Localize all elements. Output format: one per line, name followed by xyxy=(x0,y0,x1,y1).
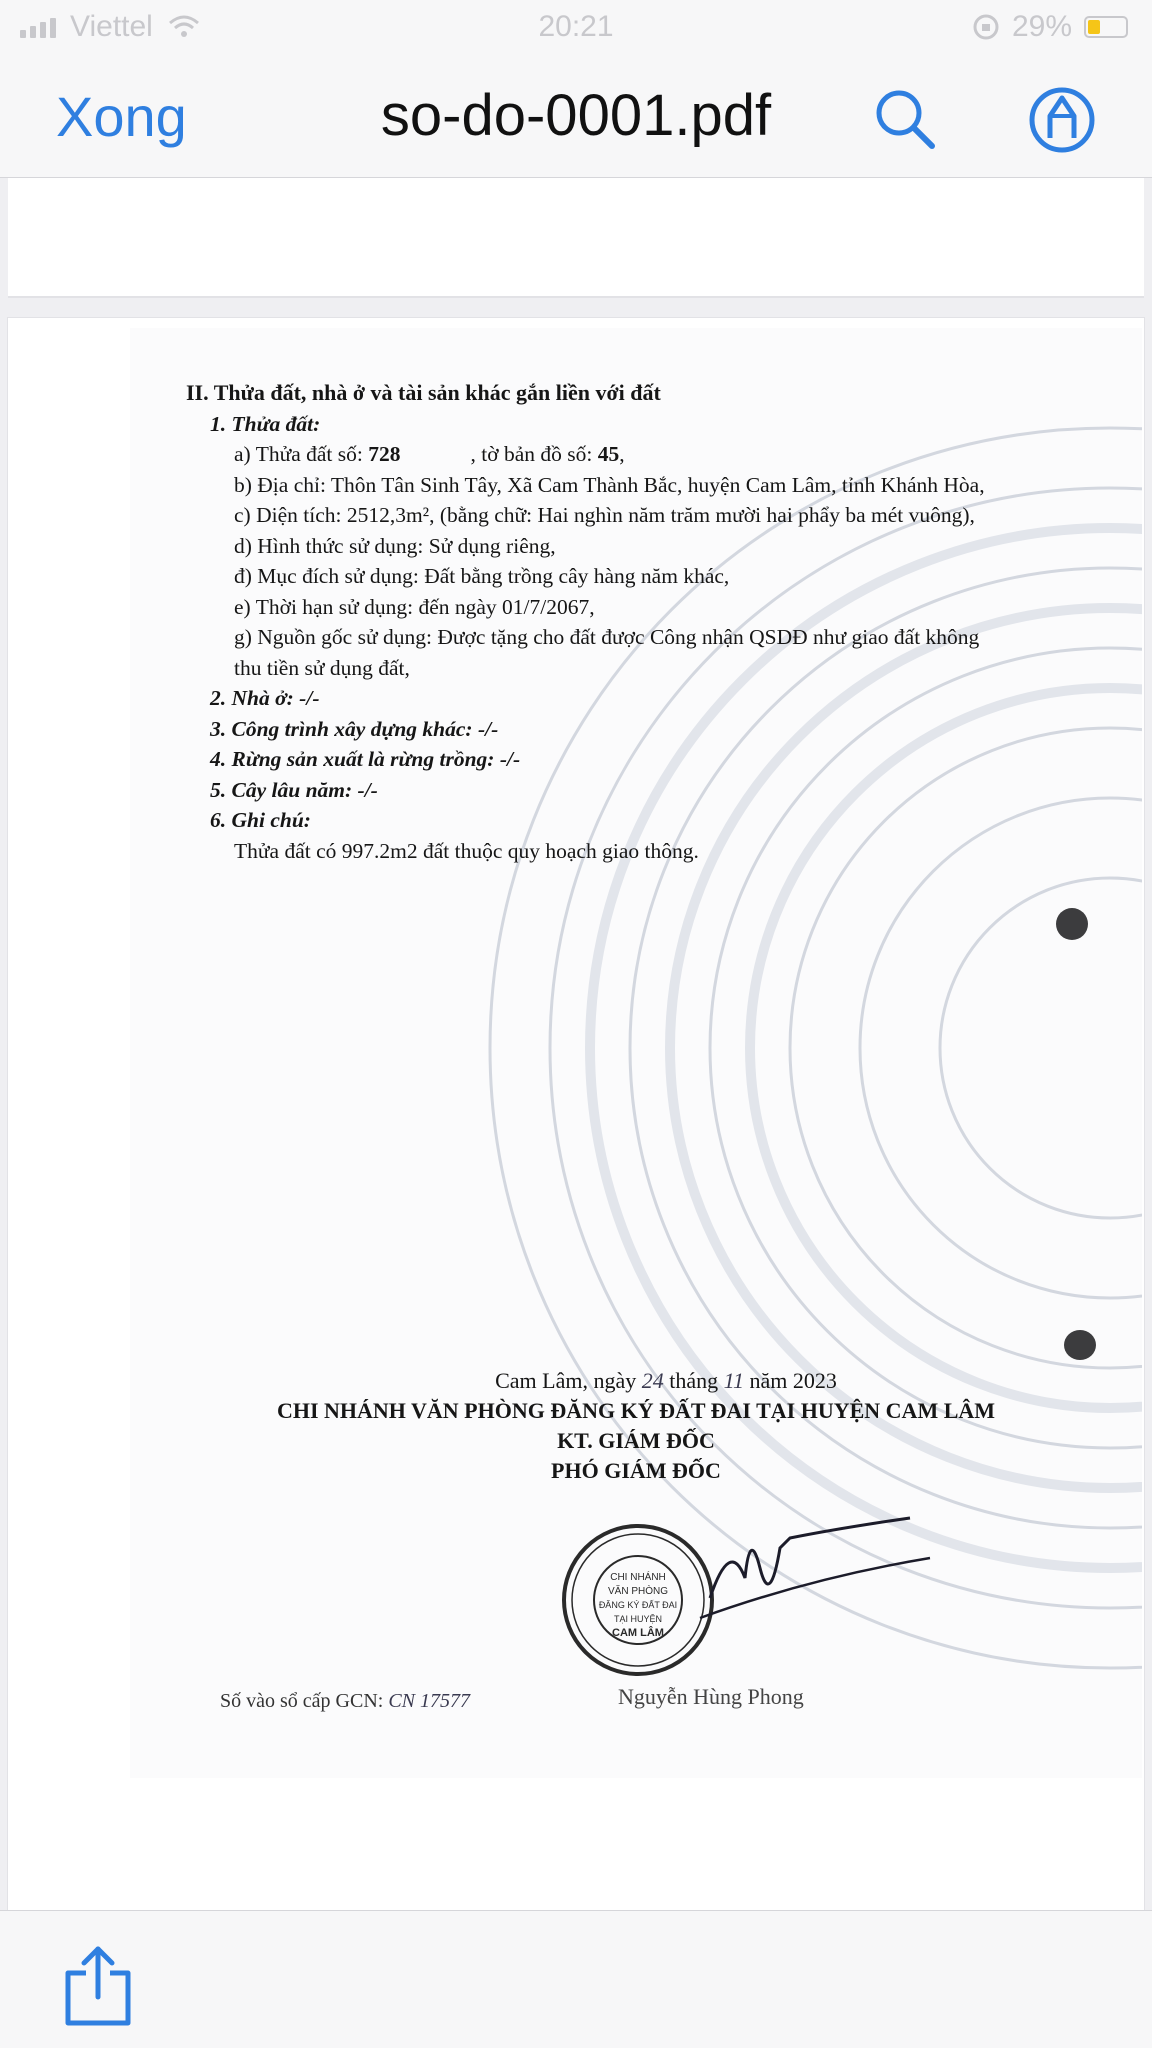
status-time: 20:21 xyxy=(538,10,614,43)
signer-name: Nguyễn Hùng Phong xyxy=(618,1684,804,1709)
gcn-registry xyxy=(220,1690,470,1713)
origin-line-continued: thu tiền sử dụng đất, xyxy=(234,655,410,680)
land-heading: 1. Thửa đất: xyxy=(210,411,321,436)
gcn-prefix: Số vào sổ cấp GCN: xyxy=(220,1690,389,1712)
deputy-director-line: PHÓ GIÁM ĐỐC xyxy=(551,1458,721,1483)
signature-block xyxy=(130,1366,1142,1486)
kt-director-line: KT. GIÁM ĐỐC xyxy=(557,1428,715,1453)
date-suffix: năm 2023 xyxy=(744,1368,837,1393)
gcn-number: CN 17577 xyxy=(388,1690,471,1712)
svg-text:ĐĂNG KÝ ĐẤT ĐAI: ĐĂNG KÝ ĐẤT ĐAI xyxy=(598,1600,678,1610)
svg-text:TẠI HUYỆN: TẠI HUYỆN xyxy=(613,1614,663,1624)
usage-term-line: e) Thời hạn sử dụng: đến ngày 01/7/2067, xyxy=(234,594,595,619)
parcel-number: 728 xyxy=(368,442,401,466)
perennial-line: 5. Cây lâu năm: -/- xyxy=(210,777,378,802)
svg-text:VĂN PHÒNG: VĂN PHÒNG xyxy=(607,1586,669,1597)
usage-form-line: d) Hình thức sử dụng: Sử dụng riêng, xyxy=(234,533,556,558)
note-text: Thửa đất có 997.2m2 đất thuộc quy hoạch giao thông. xyxy=(234,838,699,863)
battery-icon xyxy=(1084,16,1128,38)
date-mid: tháng xyxy=(663,1368,724,1393)
document-body xyxy=(186,378,1126,866)
house-line: 2. Nhà ở: -/- xyxy=(210,686,320,710)
section-title: II. Thửa đất, nhà ở và tài sản khác gắn liền với đất xyxy=(186,380,661,405)
land-parcel-line xyxy=(186,439,1126,470)
note-heading: 6. Ghi chú: xyxy=(210,808,311,832)
land-a-suffix: , xyxy=(619,442,625,466)
date-month: 11 xyxy=(723,1368,744,1393)
area-line: c) Diện tích: 2512,3m², (bằng chữ: Hai nghìn năm trăm mười hai phẩy ba mét vuông), xyxy=(234,503,975,527)
done-button[interactable]: Xong xyxy=(56,85,187,148)
other-construction-line: 3. Công trình xây dựng khác: -/- xyxy=(210,716,499,741)
issuing-office: CHI NHÁNH VĂN PHÒNG ĐĂNG KÝ ĐẤT ĐAI TẠI HUYỆN CAM LÂM xyxy=(276,1398,996,1423)
pdf-page xyxy=(8,318,1144,1910)
forest-line: 4. Rừng sản xuất là rừng trồng: -/- xyxy=(210,747,521,771)
scanned-certificate-page xyxy=(130,328,1142,1778)
usage-purpose-line: đ) Mục đích sử dụng: Đất bằng trồng cây hàng năm khác, xyxy=(234,564,730,588)
document-title: so-do-0001.pdf xyxy=(380,83,772,148)
share-icon[interactable] xyxy=(62,1943,134,2027)
previous-page xyxy=(8,178,1144,298)
svg-text:CAM LÂM: CAM LÂM xyxy=(612,1627,664,1639)
date-prefix: Cam Lâm, ngày xyxy=(495,1368,642,1393)
battery-percent: 29% xyxy=(1011,10,1072,43)
origin-line: g) Nguồn gốc sử dụng: Được tặng cho đất được Công nhận QSDĐ như giao đất không xyxy=(234,625,980,649)
markup-pen-icon[interactable] xyxy=(1028,86,1096,154)
search-icon[interactable] xyxy=(872,86,938,152)
handwritten-signature xyxy=(690,1508,980,1628)
map-sheet-number: 45 xyxy=(597,442,620,466)
svg-text:CHI NHÁNH: CHI NHÁNH xyxy=(610,1572,666,1583)
carrier-name: Viettel xyxy=(70,10,153,43)
pdf-viewer[interactable] xyxy=(0,178,1152,1910)
status-bar xyxy=(0,0,1152,60)
battery-fill xyxy=(1088,20,1100,34)
nav-bar xyxy=(0,60,1152,178)
land-a-middle: , tờ bản đồ số: xyxy=(470,442,598,466)
status-right xyxy=(972,10,1128,44)
address-line: b) Địa chỉ: Thôn Tân Sinh Tây, Xã Cam Thành Bắc, huyện Cam Lâm, tỉnh Khánh Hòa, xyxy=(234,472,985,497)
orientation-lock-icon xyxy=(972,13,1000,41)
punch-hole-mark xyxy=(1064,1330,1096,1360)
issue-date xyxy=(130,1366,1142,1396)
bottom-toolbar xyxy=(0,1910,1152,2048)
land-a-prefix: a) Thửa đất số: xyxy=(234,442,369,466)
date-day: 24 xyxy=(641,1368,664,1393)
punch-hole-mark xyxy=(1056,908,1088,940)
